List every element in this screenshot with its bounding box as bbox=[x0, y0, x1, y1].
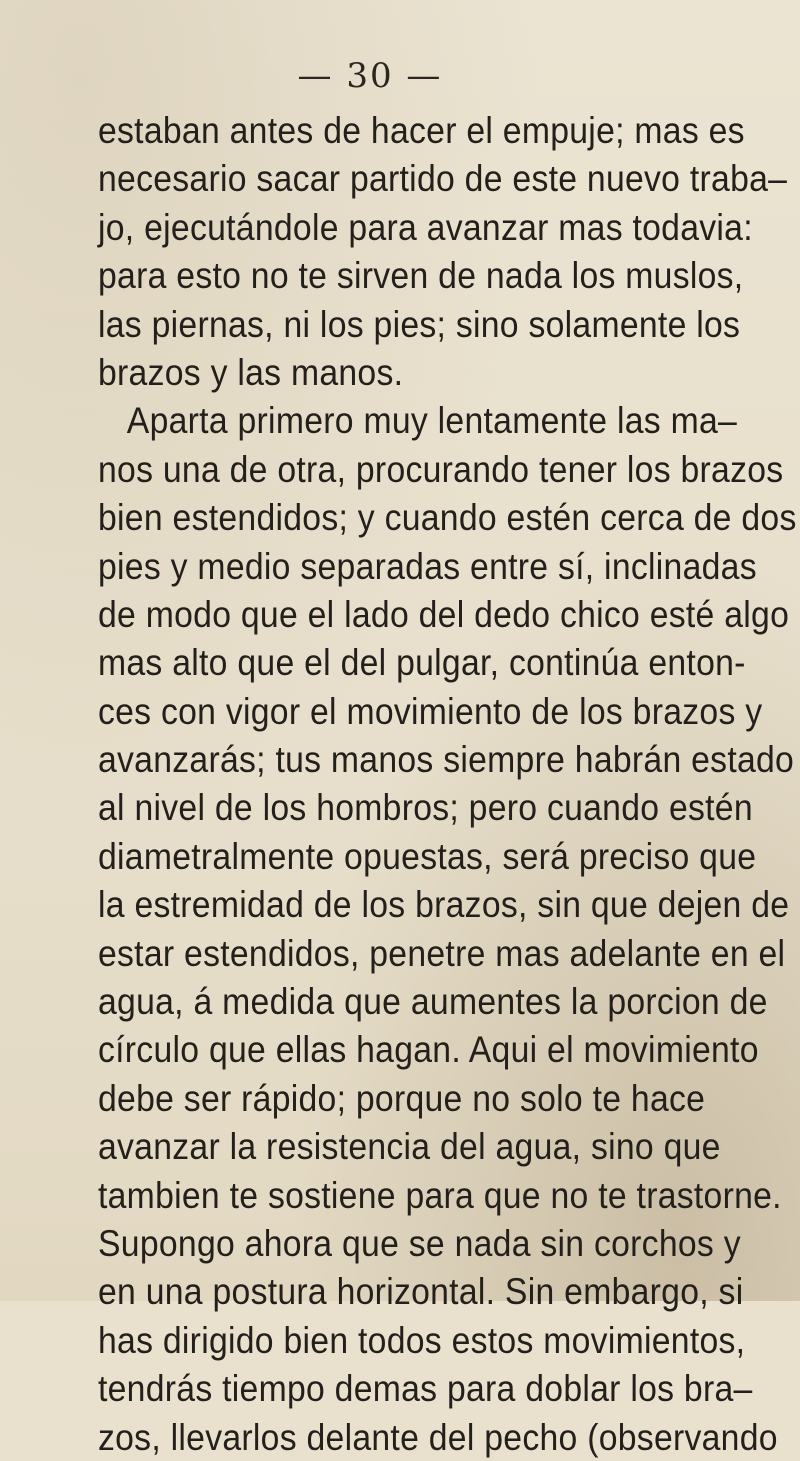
text-line: diametralmente opuestas, será preciso que bbox=[98, 834, 757, 877]
text-line: tendrás tiempo demas para doblar los bra– bbox=[98, 1367, 753, 1410]
text-line: círculo que ellas hagan. Aqui el movimiento bbox=[98, 1028, 759, 1071]
text-line: zos, llevarlos delante del pecho (observando bbox=[98, 1415, 778, 1458]
text-line: pies y medio separadas entre sí, inclinadas bbox=[98, 544, 757, 587]
text-line: avanzar la resistencia del agua, sino que bbox=[98, 1125, 721, 1168]
text-line: de modo que el lado del dedo chico esté algo bbox=[98, 592, 790, 635]
text-line: avanzarás; tus manos siempre habrán estado bbox=[98, 738, 795, 781]
text-line: ces con vigor el movimiento de los brazos y bbox=[98, 689, 763, 732]
text-line: has dirigido bien todos estos movimientos, bbox=[98, 1318, 746, 1361]
text-line: bien estendidos; y cuando estén cerca de dos bbox=[98, 496, 797, 539]
text-line: al nivel de los hombros; pero cuando estén bbox=[98, 786, 753, 829]
text-line: debe ser rápido; porque no solo te hace bbox=[98, 1076, 706, 1119]
text-line: la estremidad de los brazos, sin que dejen de bbox=[98, 883, 790, 926]
text-line: las piernas, ni los pies; sino solamente los bbox=[98, 302, 741, 345]
text-line: para esto no te sirven de nada los muslos, bbox=[98, 254, 744, 297]
text-line: mas alto que el del pulgar, continúa enton- bbox=[98, 641, 746, 684]
text-line: en una postura horizontal. Sin embargo, si bbox=[98, 1270, 744, 1313]
text-line: necesario sacar partido de este nuevo traba– bbox=[98, 157, 788, 200]
text-line: jo, ejecutándole para avanzar mas todavia: bbox=[98, 205, 753, 248]
paragraph-start-line: Aparta primero muy lentamente las ma– bbox=[126, 399, 738, 442]
text-line: agua, á medida que aumentes la porcion de bbox=[98, 980, 768, 1023]
text-line: nos una de otra, procurando tener los brazos bbox=[98, 447, 784, 490]
text-line: Supongo ahora que se nada sin corchos y bbox=[98, 1221, 741, 1264]
text-line: estar estendidos, penetre mas adelante en el bbox=[98, 931, 786, 974]
page-number: — 30 — bbox=[297, 56, 443, 96]
text-line: tambien te sostiene para que no te trastorne. bbox=[98, 1173, 782, 1216]
text-line: estaban antes de hacer el empuje; mas es bbox=[98, 109, 745, 151]
body-text bbox=[98, 106, 797, 1461]
text-line: brazos y las manos. bbox=[98, 350, 404, 393]
